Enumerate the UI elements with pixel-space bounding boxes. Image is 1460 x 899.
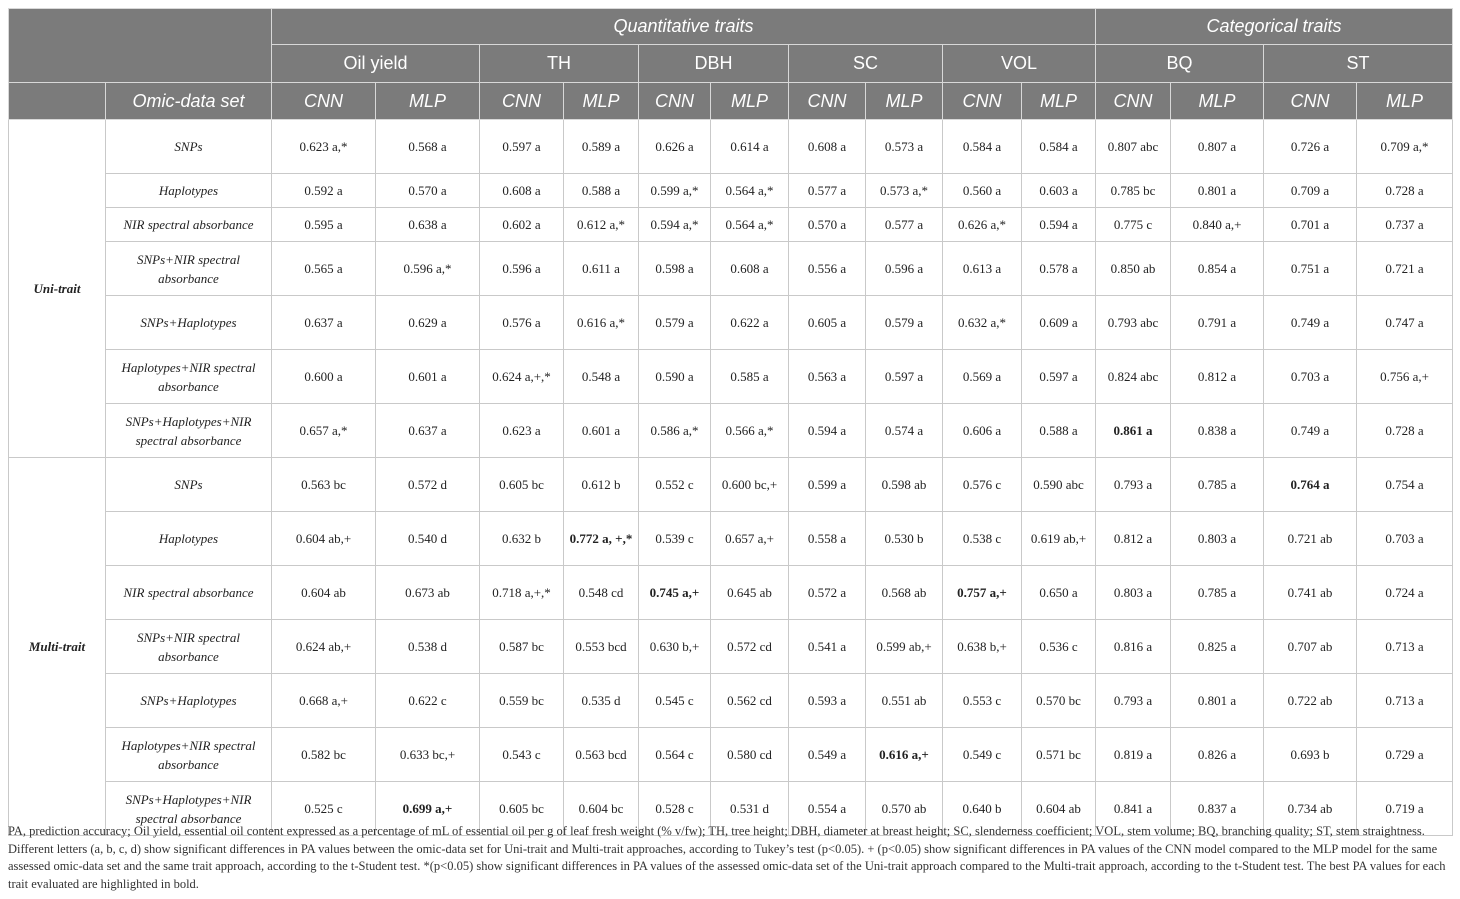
pa-value-cell: 0.590 abc: [1022, 458, 1096, 512]
pa-value-cell: 0.719 a: [1357, 782, 1453, 836]
pa-value-cell: 0.819 a: [1096, 728, 1171, 782]
pa-value-cell: 0.563 bcd: [564, 728, 639, 782]
pa-value-cell: 0.558 a: [789, 512, 866, 566]
pa-value-cell: 0.569 a: [943, 350, 1022, 404]
pa-value-cell: 0.721 a: [1357, 242, 1453, 296]
pa-value-cell: 0.539 c: [639, 512, 711, 566]
table-row: [9, 674, 1453, 728]
pa-value-cell: 0.619 ab,+: [1022, 512, 1096, 566]
header-blank: [9, 9, 272, 83]
table-row: [9, 728, 1453, 782]
table-row: [9, 566, 1453, 620]
pa-value-cell: 0.630 b,+: [639, 620, 711, 674]
pa-value-cell: 0.596 a,*: [376, 242, 480, 296]
pa-value-cell: 0.608 a: [789, 120, 866, 174]
pa-value-cell: 0.597 a: [480, 120, 564, 174]
model-header: MLP: [711, 83, 789, 120]
pa-value-cell: 0.801 a: [1171, 674, 1264, 728]
model-header: MLP: [564, 83, 639, 120]
pa-value-cell: 0.594 a: [1022, 208, 1096, 242]
pa-value-cell: 0.632 a,*: [943, 296, 1022, 350]
pa-value-cell: 0.553 c: [943, 674, 1022, 728]
model-header: MLP: [376, 83, 480, 120]
omic-dataset-label: Haplotypes: [106, 512, 272, 566]
pa-value-cell: 0.596 a: [480, 242, 564, 296]
pa-value-cell: 0.602 a: [480, 208, 564, 242]
table-row: [9, 208, 1453, 242]
pa-value-cell: 0.549 c: [943, 728, 1022, 782]
pa-value-cell: 0.728 a: [1357, 174, 1453, 208]
pa-value-cell: 0.826 a: [1171, 728, 1264, 782]
pa-value-cell: 0.861 a: [1096, 404, 1171, 458]
model-header: CNN: [943, 83, 1022, 120]
pa-value-cell: 0.570 a: [789, 208, 866, 242]
pa-value-cell: 0.572 cd: [711, 620, 789, 674]
omic-dataset-label: SNPs: [106, 458, 272, 512]
pa-value-cell: 0.709 a,*: [1357, 120, 1453, 174]
pa-value-cell: 0.749 a: [1264, 404, 1357, 458]
pa-value-cell: 0.584 a: [943, 120, 1022, 174]
pa-value-cell: 0.612 a,*: [564, 208, 639, 242]
pa-value-cell: 0.593 a: [789, 674, 866, 728]
pa-value-cell: 0.578 a: [1022, 242, 1096, 296]
pa-value-cell: 0.565 a: [272, 242, 376, 296]
pa-value-cell: 0.693 b: [1264, 728, 1357, 782]
trait-header-st: ST: [1264, 45, 1453, 83]
pa-value-cell: 0.606 a: [943, 404, 1022, 458]
pa-value-cell: 0.699 a,+: [376, 782, 480, 836]
pa-value-cell: 0.614 a: [711, 120, 789, 174]
pa-value-cell: 0.551 ab: [866, 674, 943, 728]
pa-value-cell: 0.599 a,*: [639, 174, 711, 208]
omic-dataset-label: SNPs: [106, 120, 272, 174]
pa-value-cell: 0.585 a: [711, 350, 789, 404]
pa-value-cell: 0.616 a,+: [866, 728, 943, 782]
pa-value-cell: 0.673 ab: [376, 566, 480, 620]
pa-value-cell: 0.645 ab: [711, 566, 789, 620]
pa-value-cell: 0.552 c: [639, 458, 711, 512]
pa-value-cell: 0.803 a: [1171, 512, 1264, 566]
pa-value-cell: 0.568 a: [376, 120, 480, 174]
pa-value-cell: 0.548 a: [564, 350, 639, 404]
approach-group-label: Multi-trait: [9, 458, 106, 836]
model-header: MLP: [1022, 83, 1096, 120]
pa-value-cell: 0.574 a: [866, 404, 943, 458]
pa-value-cell: 0.637 a: [272, 296, 376, 350]
pa-value-cell: 0.613 a: [943, 242, 1022, 296]
pa-value-cell: 0.530 b: [866, 512, 943, 566]
model-header: CNN: [272, 83, 376, 120]
pa-value-cell: 0.812 a: [1171, 350, 1264, 404]
omic-dataset-label: SNPs+NIR spectral absorbance: [106, 620, 272, 674]
table-row: [9, 242, 1453, 296]
dataset-column-header: Omic-data set: [106, 83, 272, 120]
pa-value-cell: 0.573 a,*: [866, 174, 943, 208]
trait-header-bq: BQ: [1096, 45, 1264, 83]
pa-value-cell: 0.850 ab: [1096, 242, 1171, 296]
categorical-traits-header: Categorical traits: [1096, 9, 1453, 45]
pa-value-cell: 0.587 bc: [480, 620, 564, 674]
omic-dataset-label: SNPs+Haplotypes: [106, 674, 272, 728]
omic-dataset-label: Haplotypes: [106, 174, 272, 208]
pa-value-cell: 0.745 a,+: [639, 566, 711, 620]
pa-value-cell: 0.563 a: [789, 350, 866, 404]
pa-value-cell: 0.599 ab,+: [866, 620, 943, 674]
pa-value-cell: 0.749 a: [1264, 296, 1357, 350]
pa-value-cell: 0.605 bc: [480, 458, 564, 512]
pa-value-cell: 0.825 a: [1171, 620, 1264, 674]
model-header: MLP: [1357, 83, 1453, 120]
pa-value-cell: 0.572 a: [789, 566, 866, 620]
pa-value-cell: 0.803 a: [1096, 566, 1171, 620]
pa-value-cell: 0.729 a: [1357, 728, 1453, 782]
pa-value-cell: 0.841 a: [1096, 782, 1171, 836]
pa-value-cell: 0.772 a, +,*: [564, 512, 639, 566]
pa-value-cell: 0.540 d: [376, 512, 480, 566]
omic-dataset-label: NIR spectral absorbance: [106, 566, 272, 620]
pa-value-cell: 0.626 a: [639, 120, 711, 174]
pa-value-cell: 0.747 a: [1357, 296, 1453, 350]
pa-value-cell: 0.595 a: [272, 208, 376, 242]
pa-value-cell: 0.623 a,*: [272, 120, 376, 174]
pa-value-cell: 0.564 a,*: [711, 174, 789, 208]
pa-value-cell: 0.600 a: [272, 350, 376, 404]
pa-value-cell: 0.775 c: [1096, 208, 1171, 242]
pa-value-cell: 0.590 a: [639, 350, 711, 404]
pa-value-cell: 0.597 a: [1022, 350, 1096, 404]
omic-dataset-label: SNPs+Haplotypes+NIR spectral absorbance: [106, 782, 272, 836]
pa-value-cell: 0.751 a: [1264, 242, 1357, 296]
pa-value-cell: 0.566 a,*: [711, 404, 789, 458]
model-header: MLP: [1171, 83, 1264, 120]
pa-value-cell: 0.824 abc: [1096, 350, 1171, 404]
pa-value-cell: 0.721 ab: [1264, 512, 1357, 566]
pa-value-cell: 0.597 a: [866, 350, 943, 404]
table-footnote: PA, prediction accuracy; Oil yield, essential oil content expressed as a percentage of mL of essential oil per g of leaf fresh weight (% v/fw); TH, tree height; DBH, diameter at breast height; SC, slenderness coefficient; VOL, stem volume; BQ, branching quality; ST, stem straightness. Different letters (a, b, c, d) show significant differences in PA values between the omic-data set for Uni-trait and Multi-trait approaches, according to Tukey’s test (p<0.05). + (p<0.05) show significant differences in PA values of the CNN model compared to the MLP model for the same assessed omic-data set and the same trait approach, according to the t-Student test. *(p<0.05) show significant differences in PA values of the assessed omic-data set of the Uni-trait approach compared to the Multi-trait approach, according to the t-Student test. The best PA values for each trait evaluated are highlighted in bold.: [8, 824, 1446, 891]
pa-value-cell: 0.604 bc: [564, 782, 639, 836]
pa-value-cell: 0.611 a: [564, 242, 639, 296]
model-header: MLP: [866, 83, 943, 120]
pa-value-cell: 0.560 a: [943, 174, 1022, 208]
pa-value-cell: 0.604 ab: [272, 566, 376, 620]
pa-value-cell: 0.564 c: [639, 728, 711, 782]
omic-dataset-label: SNPs+Haplotypes+NIR spectral absorbance: [106, 404, 272, 458]
pa-value-cell: 0.596 a: [866, 242, 943, 296]
pa-value-cell: 0.580 cd: [711, 728, 789, 782]
pa-value-cell: 0.657 a,+: [711, 512, 789, 566]
pa-value-cell: 0.576 a: [480, 296, 564, 350]
pa-value-cell: 0.840 a,+: [1171, 208, 1264, 242]
pa-value-cell: 0.612 b: [564, 458, 639, 512]
pa-value-cell: 0.807 abc: [1096, 120, 1171, 174]
model-header: CNN: [1264, 83, 1357, 120]
pa-value-cell: 0.570 a: [376, 174, 480, 208]
pa-value-cell: 0.754 a: [1357, 458, 1453, 512]
pa-value-cell: 0.791 a: [1171, 296, 1264, 350]
pa-value-cell: 0.816 a: [1096, 620, 1171, 674]
pa-value-cell: 0.599 a: [789, 458, 866, 512]
pa-value-cell: 0.718 a,+,*: [480, 566, 564, 620]
pa-value-cell: 0.638 b,+: [943, 620, 1022, 674]
pa-value-cell: 0.589 a: [564, 120, 639, 174]
pa-value-cell: 0.582 bc: [272, 728, 376, 782]
pa-value-cell: 0.549 a: [789, 728, 866, 782]
pa-value-cell: 0.545 c: [639, 674, 711, 728]
pa-value-cell: 0.837 a: [1171, 782, 1264, 836]
pa-value-cell: 0.854 a: [1171, 242, 1264, 296]
pa-value-cell: 0.531 d: [711, 782, 789, 836]
pa-value-cell: 0.548 cd: [564, 566, 639, 620]
pa-value-cell: 0.701 a: [1264, 208, 1357, 242]
omic-dataset-label: SNPs+Haplotypes: [106, 296, 272, 350]
pa-value-cell: 0.570 ab: [866, 782, 943, 836]
pa-value-cell: 0.579 a: [866, 296, 943, 350]
model-header: CNN: [1096, 83, 1171, 120]
pa-value-cell: 0.722 ab: [1264, 674, 1357, 728]
pa-value-cell: 0.525 c: [272, 782, 376, 836]
prediction-accuracy-table: [8, 8, 1453, 836]
pa-value-cell: 0.637 a: [376, 404, 480, 458]
pa-value-cell: 0.785 bc: [1096, 174, 1171, 208]
pa-value-cell: 0.576 c: [943, 458, 1022, 512]
pa-value-cell: 0.594 a,*: [639, 208, 711, 242]
pa-value-cell: 0.807 a: [1171, 120, 1264, 174]
pa-value-cell: 0.594 a: [789, 404, 866, 458]
pa-value-cell: 0.538 d: [376, 620, 480, 674]
table-row: [9, 620, 1453, 674]
pa-value-cell: 0.604 ab,+: [272, 512, 376, 566]
table-row: [9, 458, 1453, 512]
pa-value-cell: 0.793 abc: [1096, 296, 1171, 350]
trait-header-sc: SC: [789, 45, 943, 83]
pa-value-cell: 0.604 ab: [1022, 782, 1096, 836]
table-row: [9, 350, 1453, 404]
trait-header-th: TH: [480, 45, 639, 83]
pa-value-cell: 0.633 bc,+: [376, 728, 480, 782]
pa-value-cell: 0.600 bc,+: [711, 458, 789, 512]
pa-value-cell: 0.536 c: [1022, 620, 1096, 674]
model-header: CNN: [480, 83, 564, 120]
omic-dataset-label: Haplotypes+NIR spectral absorbance: [106, 350, 272, 404]
table-row: [9, 120, 1453, 174]
pa-value-cell: 0.562 cd: [711, 674, 789, 728]
pa-value-cell: 0.624 ab,+: [272, 620, 376, 674]
pa-value-cell: 0.559 bc: [480, 674, 564, 728]
pa-value-cell: 0.563 bc: [272, 458, 376, 512]
pa-value-cell: 0.564 a,*: [711, 208, 789, 242]
quantitative-traits-header: Quantitative traits: [272, 9, 1096, 45]
pa-value-cell: 0.601 a: [376, 350, 480, 404]
pa-value-cell: 0.577 a: [866, 208, 943, 242]
pa-value-cell: 0.588 a: [1022, 404, 1096, 458]
pa-value-cell: 0.608 a: [711, 242, 789, 296]
table-body: [9, 120, 1453, 836]
pa-value-cell: 0.605 a: [789, 296, 866, 350]
pa-value-cell: 0.724 a: [1357, 566, 1453, 620]
pa-value-cell: 0.734 ab: [1264, 782, 1357, 836]
pa-value-cell: 0.838 a: [1171, 404, 1264, 458]
pa-value-cell: 0.579 a: [639, 296, 711, 350]
pa-value-cell: 0.756 a,+: [1357, 350, 1453, 404]
pa-value-cell: 0.601 a: [564, 404, 639, 458]
pa-value-cell: 0.588 a: [564, 174, 639, 208]
pa-value-cell: 0.598 ab: [866, 458, 943, 512]
pa-value-cell: 0.657 a,*: [272, 404, 376, 458]
pa-value-cell: 0.624 a,+,*: [480, 350, 564, 404]
pa-value-cell: 0.538 c: [943, 512, 1022, 566]
pa-value-cell: 0.713 a: [1357, 674, 1453, 728]
pa-value-cell: 0.640 b: [943, 782, 1022, 836]
pa-value-cell: 0.741 ab: [1264, 566, 1357, 620]
pa-value-cell: 0.785 a: [1171, 458, 1264, 512]
pa-value-cell: 0.573 a: [866, 120, 943, 174]
header-blank-group: [9, 83, 106, 120]
pa-value-cell: 0.609 a: [1022, 296, 1096, 350]
pa-value-cell: 0.764 a: [1264, 458, 1357, 512]
pa-value-cell: 0.592 a: [272, 174, 376, 208]
pa-value-cell: 0.707 ab: [1264, 620, 1357, 674]
pa-value-cell: 0.603 a: [1022, 174, 1096, 208]
pa-value-cell: 0.605 bc: [480, 782, 564, 836]
pa-value-cell: 0.584 a: [1022, 120, 1096, 174]
pa-value-cell: 0.608 a: [480, 174, 564, 208]
omic-dataset-label: SNPs+NIR spectral absorbance: [106, 242, 272, 296]
pa-value-cell: 0.726 a: [1264, 120, 1357, 174]
table-row: [9, 174, 1453, 208]
pa-value-cell: 0.570 bc: [1022, 674, 1096, 728]
pa-value-cell: 0.528 c: [639, 782, 711, 836]
pa-value-cell: 0.571 bc: [1022, 728, 1096, 782]
model-header: CNN: [639, 83, 711, 120]
trait-header-dbh: DBH: [639, 45, 789, 83]
pa-value-cell: 0.543 c: [480, 728, 564, 782]
pa-value-cell: 0.650 a: [1022, 566, 1096, 620]
omic-dataset-label: NIR spectral absorbance: [106, 208, 272, 242]
pa-value-cell: 0.668 a,+: [272, 674, 376, 728]
pa-value-cell: 0.728 a: [1357, 404, 1453, 458]
pa-value-cell: 0.586 a,*: [639, 404, 711, 458]
table-row: [9, 404, 1453, 458]
trait-header-oil-yield: Oil yield: [272, 45, 480, 83]
pa-value-cell: 0.703 a: [1357, 512, 1453, 566]
table-row: [9, 512, 1453, 566]
pa-value-cell: 0.577 a: [789, 174, 866, 208]
omic-dataset-label: Haplotypes+NIR spectral absorbance: [106, 728, 272, 782]
pa-value-cell: 0.623 a: [480, 404, 564, 458]
pa-value-cell: 0.554 a: [789, 782, 866, 836]
pa-value-cell: 0.793 a: [1096, 674, 1171, 728]
pa-value-cell: 0.632 b: [480, 512, 564, 566]
pa-value-cell: 0.626 a,*: [943, 208, 1022, 242]
pa-value-cell: 0.616 a,*: [564, 296, 639, 350]
approach-group-label: Uni-trait: [9, 120, 106, 458]
pa-value-cell: 0.556 a: [789, 242, 866, 296]
pa-value-cell: 0.713 a: [1357, 620, 1453, 674]
pa-value-cell: 0.622 a: [711, 296, 789, 350]
pa-value-cell: 0.553 bcd: [564, 620, 639, 674]
pa-value-cell: 0.801 a: [1171, 174, 1264, 208]
pa-value-cell: 0.622 c: [376, 674, 480, 728]
model-header: CNN: [789, 83, 866, 120]
pa-value-cell: 0.535 d: [564, 674, 639, 728]
pa-value-cell: 0.737 a: [1357, 208, 1453, 242]
trait-header-vol: VOL: [943, 45, 1096, 83]
pa-value-cell: 0.629 a: [376, 296, 480, 350]
pa-value-cell: 0.568 ab: [866, 566, 943, 620]
pa-value-cell: 0.709 a: [1264, 174, 1357, 208]
table-row: [9, 296, 1453, 350]
pa-value-cell: 0.757 a,+: [943, 566, 1022, 620]
pa-value-cell: 0.703 a: [1264, 350, 1357, 404]
pa-value-cell: 0.638 a: [376, 208, 480, 242]
pa-value-cell: 0.793 a: [1096, 458, 1171, 512]
pa-value-cell: 0.541 a: [789, 620, 866, 674]
results-table-container: [8, 8, 1452, 836]
pa-value-cell: 0.598 a: [639, 242, 711, 296]
pa-value-cell: 0.812 a: [1096, 512, 1171, 566]
pa-value-cell: 0.785 a: [1171, 566, 1264, 620]
pa-value-cell: 0.572 d: [376, 458, 480, 512]
